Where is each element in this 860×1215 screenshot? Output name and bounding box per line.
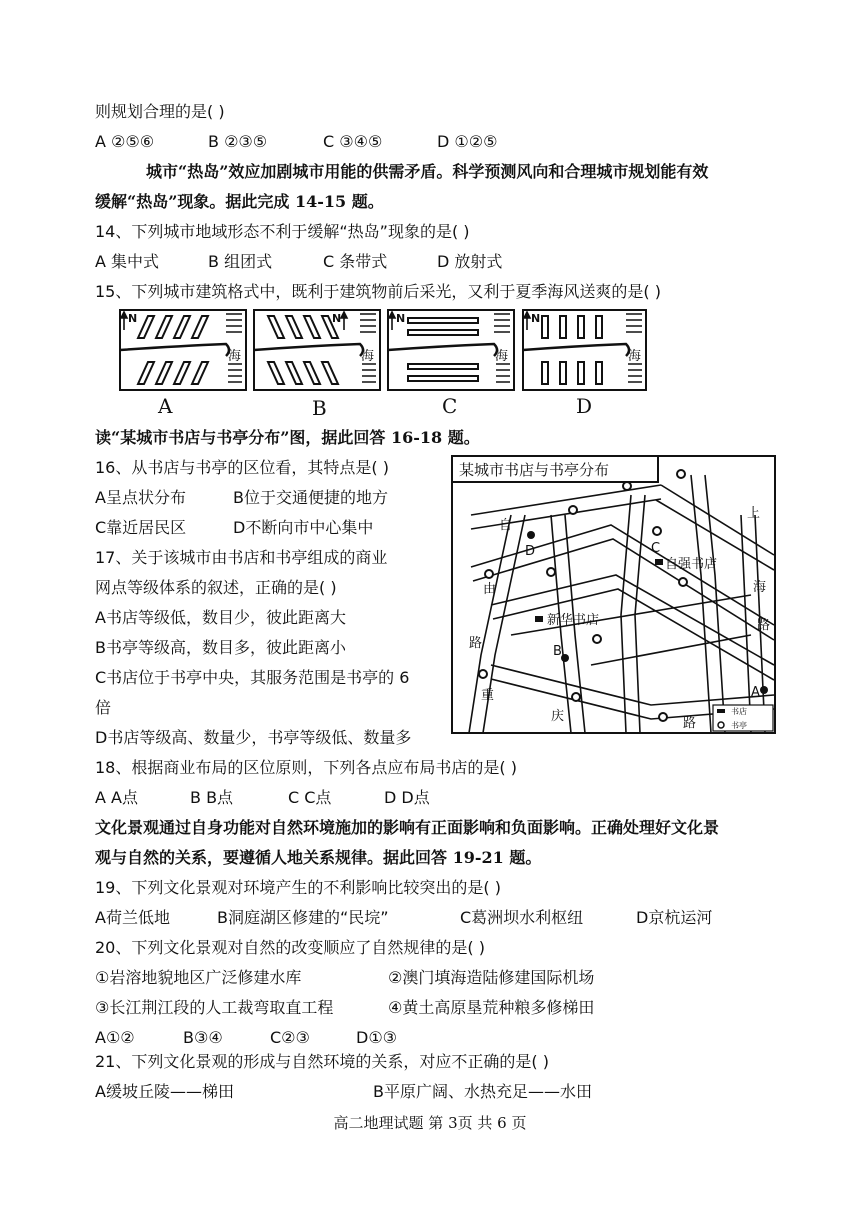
q17-option-a: A书店等级低，数目少，彼此距离大 [95, 608, 346, 627]
north-label-b: N [332, 312, 342, 325]
q14-stem: 14、下列城市地域形态不利于缓解“热岛”现象的是( ) [95, 222, 470, 241]
q13-option-b: B ②③⑤ [208, 132, 268, 151]
fig-label-a: A [158, 394, 173, 418]
q19-stem: 19、下列文化景观对环境产生的不利影响比较突出的是( ) [95, 878, 501, 897]
q16-option-d: D不断向市中心集中 [233, 518, 374, 537]
road-chongqing-3: 路 [683, 716, 697, 731]
city-map [451, 455, 776, 734]
q19-option-a: A荷兰低地 [95, 908, 170, 927]
road-ziyou-3: 路 [469, 636, 483, 651]
q17-stem-1: 17、关于该城市由书店和书亭组成的商业 [95, 548, 388, 567]
point-b-label: B [553, 644, 562, 659]
q13-option-a: A ②⑤⑥ [95, 132, 155, 151]
q17-option-c-2: 倍 [95, 698, 112, 717]
q18-option-b: B B点 [190, 788, 234, 807]
q20-item-1: ①岩溶地貌地区广泛修建水库 [95, 968, 302, 987]
store-label-xinhua: 新华书店 [547, 613, 600, 628]
road-ziyou-2: 由 [483, 582, 497, 597]
north-label-a: N [128, 312, 138, 325]
q14-option-b: B 组团式 [208, 252, 273, 271]
road-ziyou-1: 自 [499, 518, 513, 533]
north-label-c: N [396, 312, 406, 325]
q21-option-b: B平原广阔、水热充足——水田 [373, 1082, 592, 1101]
q18-stem: 18、根据商业布局的区位原则，下列各点应布局书店的是( ) [95, 758, 517, 777]
q19-option-c: C葛洲坝水利枢纽 [460, 908, 584, 927]
q21-stem: 21、下列文化景观的形成与自然环境的关系，对应不正确的是( ) [95, 1052, 549, 1071]
q14-option-c: C 条带式 [323, 252, 388, 271]
q13-option-d: D ①②⑤ [437, 132, 498, 151]
road-shanghai-1: 上 [747, 506, 761, 521]
q16-option-a: A呈点状分布 [95, 488, 186, 507]
q20-stem: 20、下列文化景观对自然的改变顺应了自然规律的是( ) [95, 938, 485, 957]
fig-label-b: B [312, 396, 327, 420]
passage-2: 读“某城市书店与书亭分布”图，据此回答 16-18 题。 [95, 428, 480, 447]
q20-option-a: A①② [95, 1028, 135, 1047]
q14-option-a: A 集中式 [95, 252, 160, 271]
q13-stem-tail: 则规划合理的是( ) [95, 102, 225, 121]
q18-option-c: C C点 [288, 788, 332, 807]
q17-option-d: D书店等级高、数量少，书亭等级低、数量多 [95, 728, 412, 747]
road-chongqing-2: 庆 [551, 709, 565, 724]
store-label-ziqiang: 自强书店 [665, 557, 718, 572]
q19-option-b: B洞庭湖区修建的“民垸” [217, 908, 389, 927]
q16-stem: 16、从书店与书亭的区位看，其特点是( ) [95, 458, 389, 477]
road-shanghai-3: 路 [757, 618, 771, 633]
passage-1-line-2: 缓解“热岛”现象。据此完成 14-15 题。 [95, 192, 384, 211]
page-footer: 高二地理试题 第 3页 共 6 页 [333, 1114, 527, 1132]
q17-option-b: B书亭等级高，数目多，彼此距离小 [95, 638, 346, 657]
point-d-label: D [525, 544, 536, 559]
legend-store: 书店 [731, 707, 747, 716]
passage-1-line-1: 城市“热岛”效应加剧城市用能的供需矛盾。科学预测风向和合理城市规划能有效 [146, 162, 709, 181]
q18-option-a: A A点 [95, 788, 138, 807]
passage-3-line-1: 文化景观通过自身功能对自然环境施加的影响有正面影响和负面影响。正确处理好文化景 [95, 818, 720, 837]
north-label-d: N [531, 312, 541, 325]
sea-label-b: 海 [361, 349, 375, 364]
sea-label-c: 海 [495, 349, 509, 364]
map-title: 某城市书店与书亭分布 [459, 461, 610, 479]
q20-item-3: ③长江荆江段的人工裁弯取直工程 [95, 998, 334, 1017]
sea-label-d: 海 [628, 349, 642, 364]
q20-item-2: ②澳门填海造陆修建国际机场 [388, 968, 595, 987]
q20-option-b: B③④ [183, 1028, 223, 1047]
sea-label-a: 海 [228, 349, 242, 364]
q18-option-d: D D点 [384, 788, 430, 807]
q13-option-c: C ③④⑤ [323, 132, 383, 151]
point-a-label: A [751, 685, 760, 700]
q15-stem: 15、下列城市建筑格式中，既利于建筑物前后采光，又利于夏季海风送爽的是( ) [95, 282, 661, 301]
q17-option-c-1: C书店位于书亭中央，其服务范围是书亭的 6 [95, 668, 410, 687]
q14-option-d: D 放射式 [437, 252, 503, 271]
fig-label-c: C [442, 394, 458, 418]
q17-stem-2: 网点等级体系的叙述，正确的是( ) [95, 578, 337, 597]
q21-option-a: A缓坡丘陵——梯田 [95, 1082, 234, 1101]
q20-option-d: D①③ [356, 1028, 398, 1047]
fig-label-d: D [576, 394, 593, 418]
passage-3-line-2: 观与自然的关系，要遵循人地关系规律。据此回答 19-21 题。 [95, 848, 542, 867]
q20-item-4: ④黄土高原垦荒种粮多修梯田 [388, 998, 595, 1017]
road-chongqing-1: 重 [481, 688, 495, 703]
q15-figures [118, 308, 648, 393]
q19-option-d: D京杭运河 [636, 908, 713, 927]
q16-option-c: C靠近居民区 [95, 518, 187, 537]
road-shanghai-2: 海 [753, 580, 767, 595]
q20-option-c: C②③ [270, 1028, 310, 1047]
point-c-label: C [651, 541, 661, 556]
legend-kiosk: 书亭 [731, 721, 747, 730]
q16-option-b: B位于交通便捷的地方 [233, 488, 388, 507]
